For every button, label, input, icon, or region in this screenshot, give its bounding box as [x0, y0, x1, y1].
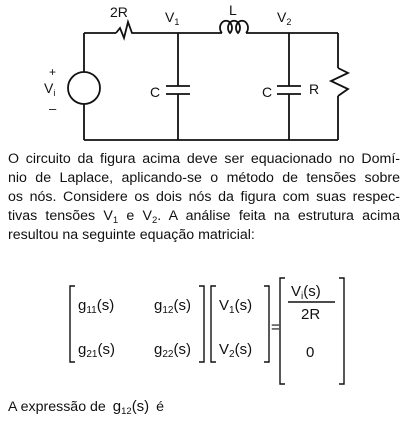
paragraph-line-2: nio de Laplace, aplicando-se o método de tensões sobre — [8, 170, 400, 186]
label-minus: – — [49, 101, 57, 116]
g22-entry: $g_{22}(s)$ — [154, 341, 191, 360]
voltage-source — [68, 72, 100, 104]
paragraph-line-4: tivas tensões $V_1$ e $V_2$. A análise feita na estrutura acima — [8, 208, 400, 226]
question-expression: $g_{12}(s)$ — [112, 398, 150, 417]
rhs-numerator: $V_i(s)$ — [291, 283, 321, 302]
rhs-zero: 0 — [306, 344, 315, 361]
v-vector-right-bracket — [264, 286, 269, 362]
label-vi: $V_i$ — [44, 80, 56, 98]
inductor-l — [220, 21, 248, 33]
label-plus: + — [49, 65, 57, 79]
rhs-vector-right-bracket — [339, 278, 344, 384]
question-line — [8, 398, 164, 415]
g21-entry: $g_{21}(s)$ — [78, 341, 115, 360]
v1-entry: $V_1(s)$ — [219, 297, 253, 316]
label-c-right: C — [262, 84, 273, 100]
v2-entry: $V_2(s)$ — [219, 341, 253, 360]
problem-paragraph — [8, 150, 400, 245]
question-prefix: A expressão de — [8, 399, 106, 415]
label-v2: $V_2$ — [277, 9, 292, 27]
label-r: R — [309, 81, 320, 97]
label-2r: 2R — [110, 4, 128, 20]
label-v1: $V_1$ — [165, 9, 180, 27]
g12-entry: $g_{12}(s)$ — [154, 297, 191, 316]
g-matrix-right-bracket — [199, 286, 204, 362]
g11-entry: $g_{11}(s)$ — [78, 297, 115, 316]
rhs-denominator: 2R — [301, 306, 321, 323]
question-suffix: é — [156, 399, 165, 415]
g-matrix-left-bracket — [70, 286, 75, 362]
matrix-equation — [66, 272, 346, 390]
resistor-2r — [116, 22, 136, 38]
paragraph-line-3: os nós. Considere os dois nós da figura com suas respec- — [8, 189, 400, 205]
paragraph-line-5: resultou na seguinte equação matricial: — [8, 227, 255, 243]
circuit-diagram — [0, 0, 409, 150]
equals-sign: = — [271, 319, 280, 336]
label-l: L — [229, 2, 237, 18]
rhs-vector-left-bracket — [280, 278, 285, 384]
paragraph-line-1: O circuito da figura acima deve ser equacionado no Domí- — [8, 151, 400, 167]
v-vector-left-bracket — [211, 286, 216, 362]
resistor-r — [331, 68, 348, 96]
label-c-left: C — [150, 84, 161, 100]
